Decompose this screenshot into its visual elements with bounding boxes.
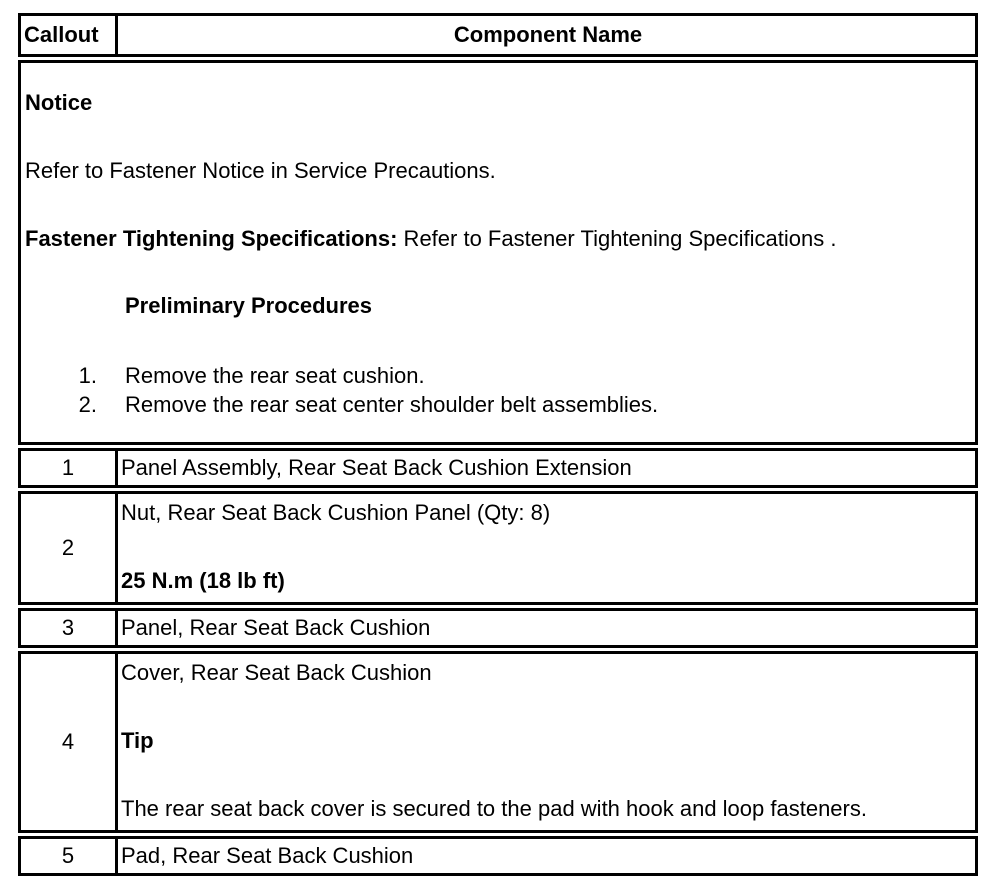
callout-cell: 4 [18, 651, 115, 833]
table-row [18, 836, 978, 876]
table-row [18, 491, 978, 605]
tip-text: The rear seat back cover is secured to the pad with hook and loop fasteners. [121, 796, 867, 821]
component-name-cell [115, 491, 978, 605]
fastener-spec-label: Fastener Tightening Specifications: [25, 226, 398, 251]
notice-title: Notice [25, 90, 93, 115]
callout-cell: 1 [18, 448, 115, 488]
callout-header: Callout [18, 13, 115, 57]
step-number: 1. [78, 363, 97, 388]
callout-cell: 2 [18, 491, 115, 605]
table-row [18, 651, 978, 833]
table-row [18, 448, 978, 488]
list-item [25, 361, 975, 390]
callout-cell: 5 [18, 836, 115, 876]
notice-text: Refer to Fastener Notice in Service Precautions. [25, 158, 496, 183]
list-item [25, 390, 975, 419]
preliminary-steps-list [25, 361, 975, 419]
component-table-frame [18, 13, 978, 879]
fastener-spec-text: Refer to Fastener Tightening Specifications . [397, 226, 837, 251]
preliminary-procedures-title: Preliminary Procedures [125, 293, 373, 318]
component-name-cell: Panel, Rear Seat Back Cushion [115, 608, 978, 648]
step-number: 2. [78, 392, 97, 417]
step-text: Remove the rear seat cushion. [125, 363, 425, 388]
table-row [18, 608, 978, 648]
step-text: Remove the rear seat center shoulder belt assemblies. [125, 392, 659, 417]
component-name-cell: Panel Assembly, Rear Seat Back Cushion Extension [115, 448, 978, 488]
fastener-spec-line [25, 226, 975, 252]
component-table [18, 10, 978, 879]
component-name: Nut, Rear Seat Back Cushion Panel (Qty: 8) [121, 500, 551, 525]
callout-cell: 3 [18, 608, 115, 648]
component-name-cell [115, 651, 978, 833]
notice-cell [18, 60, 978, 445]
component-name-header: Component Name [115, 13, 978, 57]
torque-spec: 25 N.m (18 lb ft) [121, 568, 285, 593]
table-header-row [18, 13, 978, 57]
tip-title: Tip [121, 728, 154, 753]
notice-row [18, 60, 978, 445]
component-name: Cover, Rear Seat Back Cushion [121, 660, 432, 685]
component-name-cell: Pad, Rear Seat Back Cushion [115, 836, 978, 876]
